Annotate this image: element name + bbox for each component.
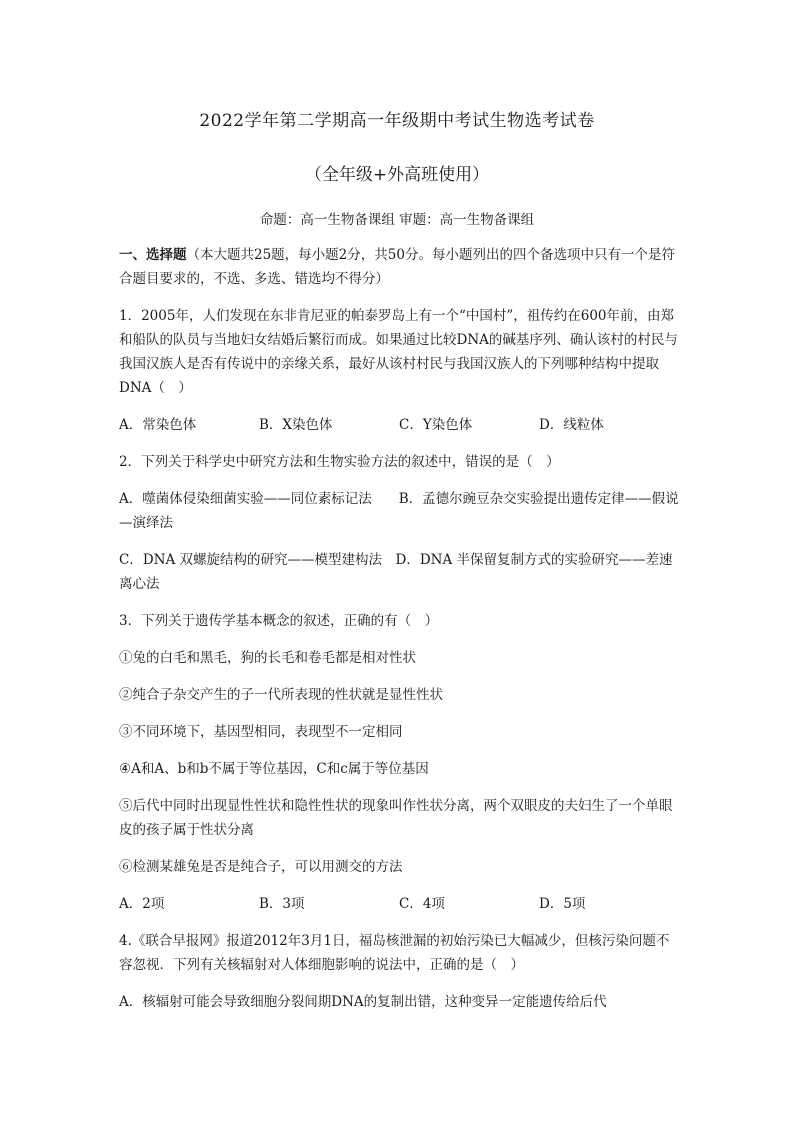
authors-line: 命题：高一生物备课组 审题：高一生物备课组 <box>259 212 535 228</box>
statement-item: ③不同环境下，基因型相同，表现型不一定相同 <box>119 724 403 740</box>
option: A．常染色体 <box>119 417 197 433</box>
question-stem: 3．下列关于遗传学基本概念的叙述，正确的有（ ） <box>119 613 439 629</box>
question-stem: 2．下列关于科学史中研究方法和生物实验方法的叙述中，错误的是（ ） <box>119 454 560 470</box>
statement-item: ⑥检测某雄兔是否是纯合子，可以用测交的方法 <box>119 859 403 875</box>
page-title: 2022学年第二学期高一年级期中考试生物选考试卷 <box>199 111 595 131</box>
option: B．3项 <box>259 896 305 912</box>
question-options <box>119 892 679 916</box>
section-intro <box>119 243 679 291</box>
statement-item: ⑤后代中同时出现显性性状和隐性性状的现象叫作性状分离，两个双眼皮的夫妇生了一个单眼皮的孩子属于性状分离 <box>119 798 673 838</box>
question-stem: 1．2005年，人们发现在东非肯尼亚的帕泰罗岛上有一个“中国村”，祖传约在600年前，由郑和船队的队员与当地妇女结婚后繁衍而成。如果通过比较DNA的碱基序列、确认该村的村民与我国汉族人是否有传说中的亲缘关系，最好从该村村民与我国汉族人的下列哪种结构中提取DNA（ ） <box>119 308 678 396</box>
section-instructions: （本大题共25题，每小题2分，共50分。每小题列出的四个备选项中只有一个是符合题目要求的，不选、多选、错选均不得分） <box>119 247 675 287</box>
option: C．4项 <box>399 896 445 912</box>
option: C．Y染色体 <box>399 417 473 433</box>
option: D．线粒体 <box>539 417 604 433</box>
statement-item: ④A和A、b和b不属于等位基因，C和c属于等位基因 <box>119 761 429 777</box>
option: A．2项 <box>119 896 165 912</box>
option: B．X染色体 <box>259 417 333 433</box>
question-stem: 4.《联合早报网》报道2012年3月1日，福岛核泄漏的初始污染已大幅减少，但核污染问题不容忽视．下列有关核辐射对人体细胞影响的说法中，正确的是（ ） <box>119 933 670 973</box>
statement-item: ②纯合子杂交产生的子一代所表现的性状就是显性性状 <box>119 687 443 703</box>
exam-content <box>119 243 679 1027</box>
question-options <box>119 413 679 437</box>
statement-item: ①兔的白毛和黑毛，狗的长毛和卷毛都是相对性状 <box>119 650 416 666</box>
section-heading: 一、选择题 <box>119 247 187 263</box>
page-subtitle: （全年级+外高班使用） <box>304 165 490 185</box>
option-line: C．DNA 双螺旋结构的研究——模型建构法 D．DNA 半保留复制方式的实验研究——差速离心法 <box>119 552 673 592</box>
option-line: A．核辐射可能会导致细胞分裂间期DNA的复制出错，这种变异一定能遗传给后代 <box>119 994 607 1010</box>
option-line: A．噬菌体侵染细菌实验——同位素标记法 B．孟德尔豌豆杂交实验提出遗传定律——假说—演绎法 <box>119 491 679 531</box>
option: D．5项 <box>539 896 586 912</box>
